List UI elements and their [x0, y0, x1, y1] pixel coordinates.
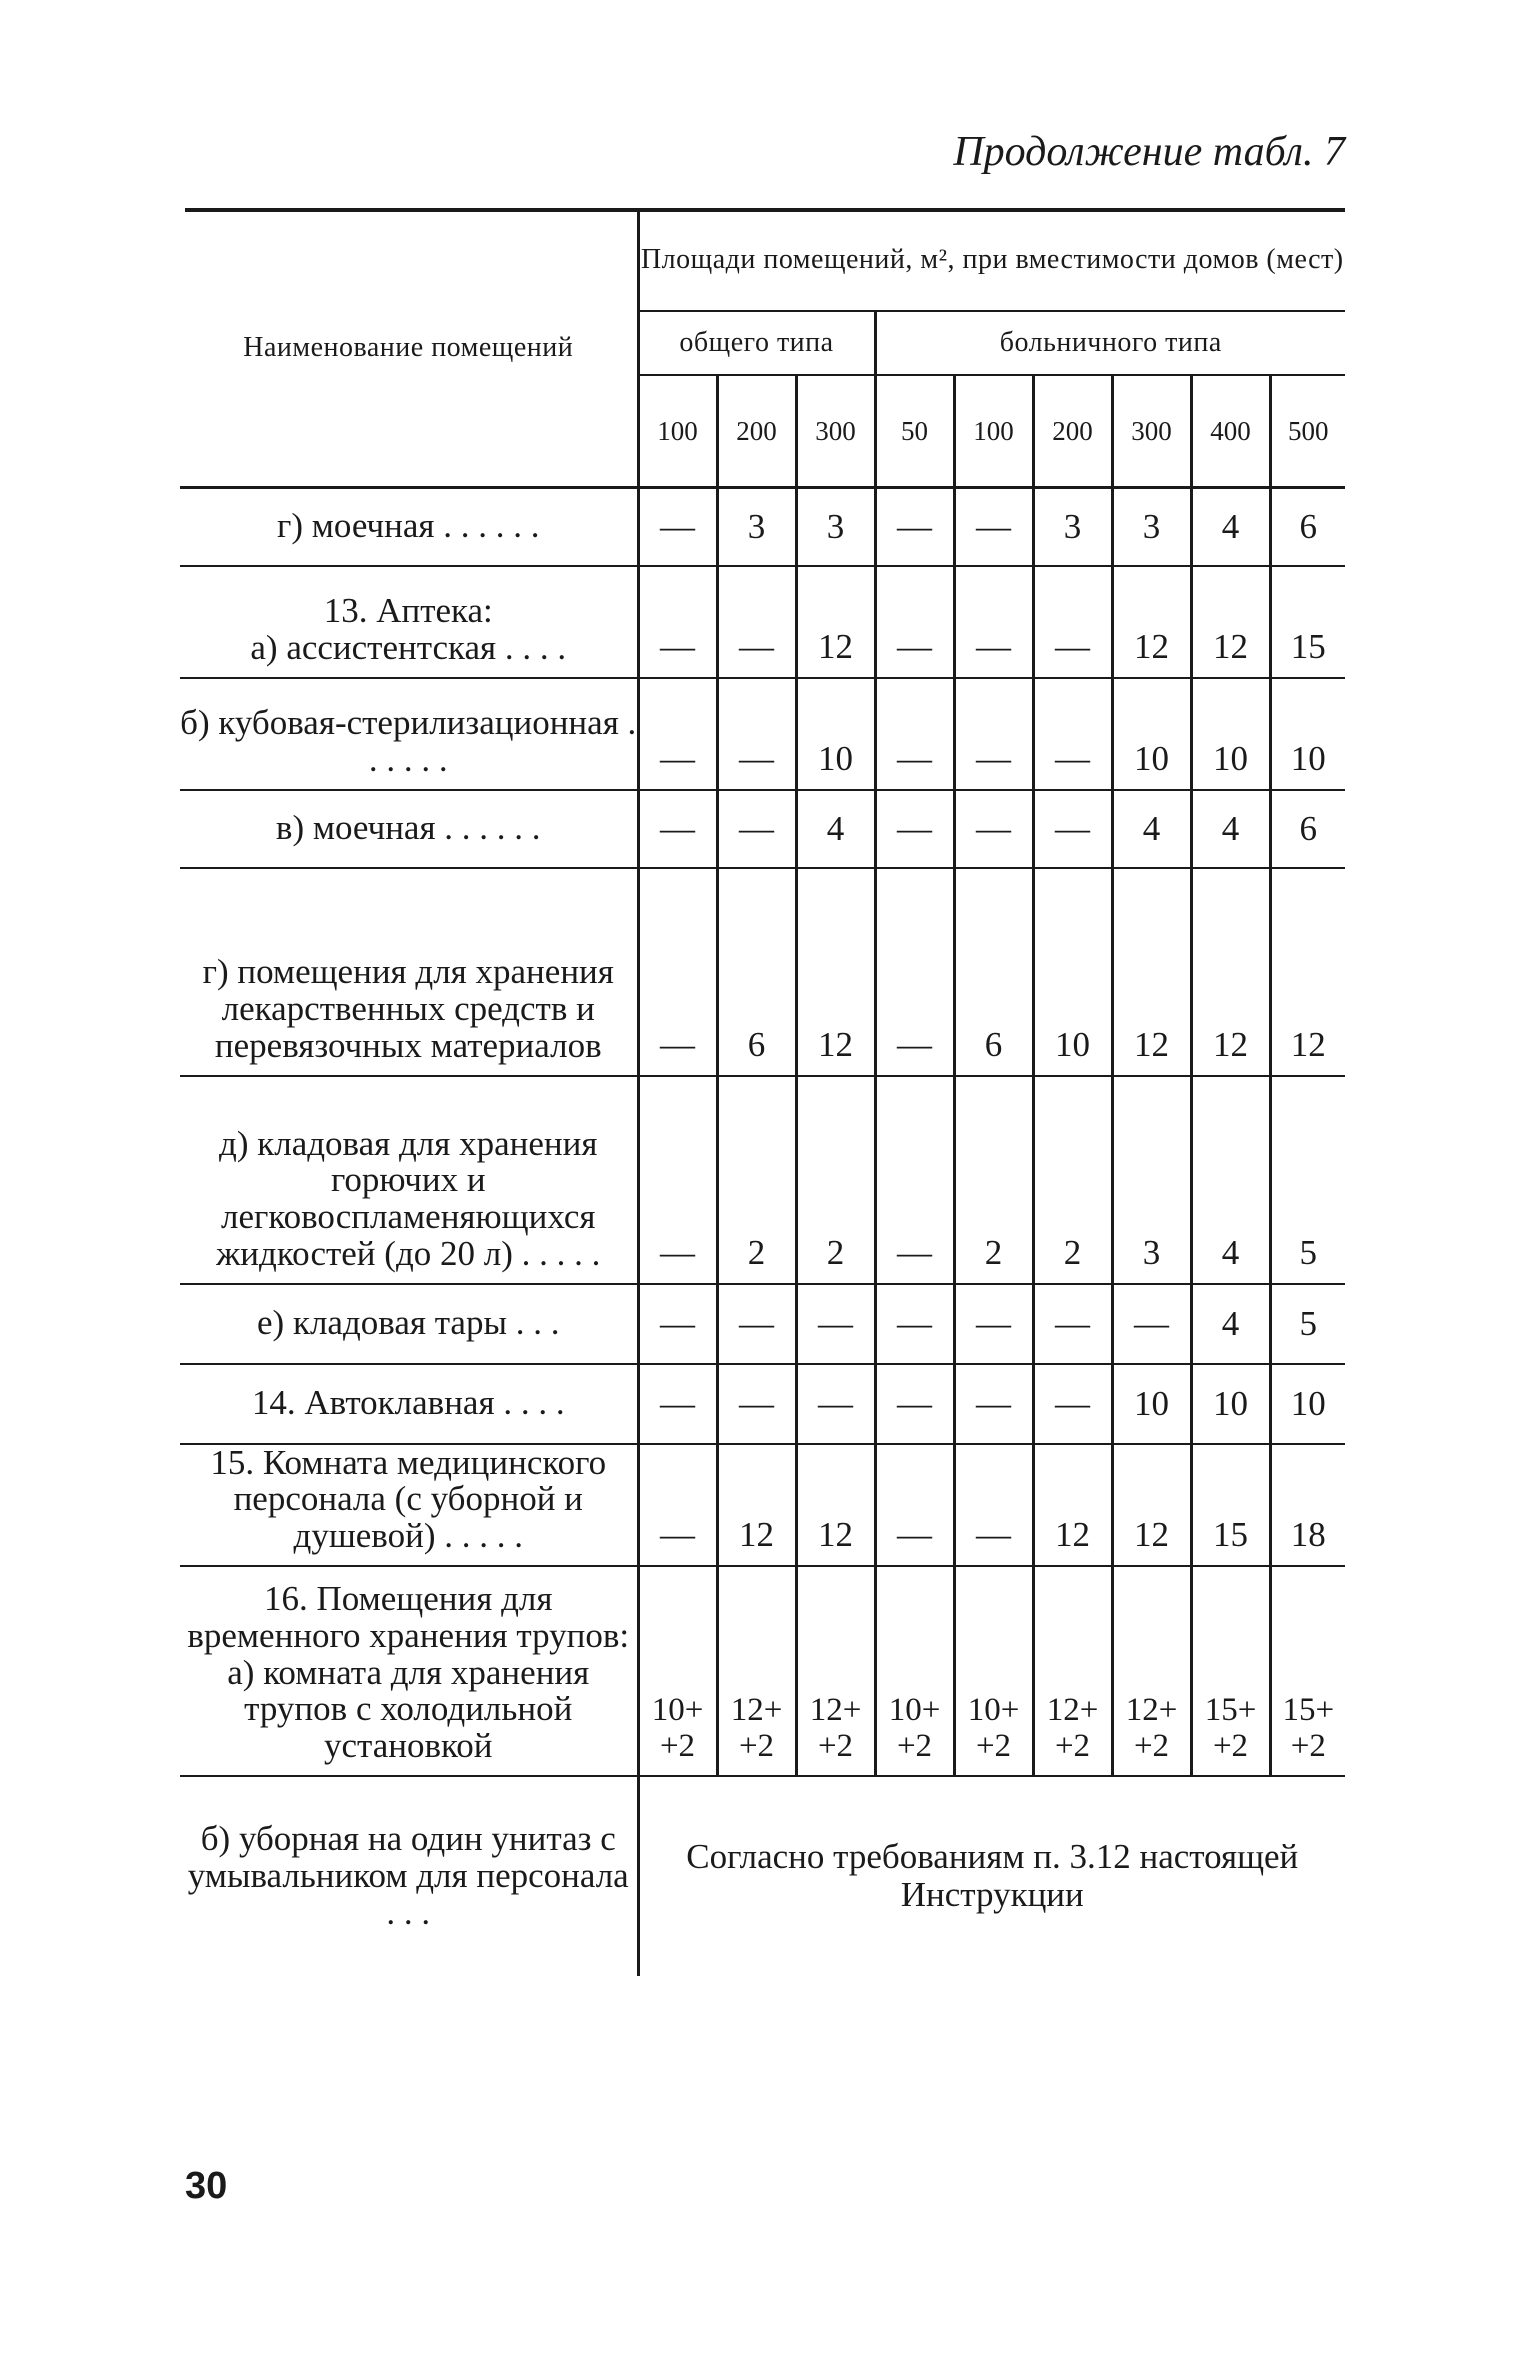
room-name: е) кладовая тары . . .	[180, 1284, 638, 1364]
area-value-cell: 12	[1191, 566, 1270, 678]
area-value-cell: 6	[1270, 790, 1345, 868]
area-value-cell: —	[954, 566, 1033, 678]
room-name: б) кубовая-стерилизационная . . . . . .	[180, 678, 638, 790]
area-value-cell: —	[638, 1444, 717, 1566]
room-name: г) помещения для хранения лекарственных средств и перевязочных материалов	[180, 868, 638, 1076]
area-value-cell: 18	[1270, 1444, 1345, 1566]
area-value-cell: —	[875, 488, 954, 566]
capacity-header: 200	[717, 375, 796, 488]
area-value-cell: 10	[796, 678, 875, 790]
area-value-cell: 10	[1191, 1364, 1270, 1444]
area-value-cell: —	[875, 790, 954, 868]
room-name: 14. Автоклавная . . . .	[180, 1364, 638, 1444]
group-header-general: общего типа	[638, 311, 875, 375]
area-header: Площади помещений, м², при вместимости домов (мест)	[638, 210, 1345, 311]
area-value-cell: —	[638, 1284, 717, 1364]
area-value-cell: 10+ +2	[954, 1566, 1033, 1776]
area-value-cell: 10	[1112, 1364, 1191, 1444]
area-value-cell: 5	[1270, 1284, 1345, 1364]
area-value-cell: 15+ +2	[1191, 1566, 1270, 1776]
room-name: 15. Комната медицинского персонала (с уборной и душевой) . . . . .	[180, 1444, 638, 1566]
area-value-cell: —	[638, 678, 717, 790]
table-row	[180, 488, 1345, 566]
area-value-cell: 4	[796, 790, 875, 868]
area-value-cell: 12+ +2	[717, 1566, 796, 1776]
area-value-cell: 10	[1112, 678, 1191, 790]
table-row	[180, 1284, 1345, 1364]
area-value-cell: 5	[1270, 1076, 1345, 1284]
area-value-cell: 12	[796, 868, 875, 1076]
table-row	[180, 1364, 1345, 1444]
area-value-cell: 10+ +2	[875, 1566, 954, 1776]
area-value-cell: —	[638, 1364, 717, 1444]
area-value-cell: 12	[717, 1444, 796, 1566]
capacity-header: 100	[638, 375, 717, 488]
area-value-cell: 12	[1270, 868, 1345, 1076]
area-value-cell: 12+ +2	[1112, 1566, 1191, 1776]
area-value-cell: —	[1033, 1284, 1112, 1364]
area-value-cell: 12+ +2	[1033, 1566, 1112, 1776]
group-header-hospital: больничного типа	[875, 311, 1345, 375]
area-value-cell: —	[638, 1076, 717, 1284]
area-value-cell: 12	[796, 1444, 875, 1566]
table-body	[180, 488, 1345, 1976]
area-value-cell: —	[638, 790, 717, 868]
capacity-header: 400	[1191, 375, 1270, 488]
area-value-cell: 15	[1191, 1444, 1270, 1566]
area-value-cell: —	[954, 678, 1033, 790]
area-value-cell: —	[638, 488, 717, 566]
room-name: в) моечная . . . . . .	[180, 790, 638, 868]
area-value-cell: —	[954, 1444, 1033, 1566]
area-value-cell: —	[875, 1076, 954, 1284]
area-value-cell: 2	[796, 1076, 875, 1284]
area-value-cell: —	[1033, 790, 1112, 868]
capacity-header: 300	[796, 375, 875, 488]
table-continuation-caption: Продолжение табл. 7	[953, 129, 1345, 175]
capacity-header: 50	[875, 375, 954, 488]
area-value-cell: —	[954, 1364, 1033, 1444]
area-value-cell: —	[875, 1444, 954, 1566]
area-value-cell: —	[1112, 1284, 1191, 1364]
area-value-cell: 6	[717, 868, 796, 1076]
area-value-cell: 2	[717, 1076, 796, 1284]
area-value-cell: —	[1033, 566, 1112, 678]
area-value-cell: —	[875, 566, 954, 678]
table-row	[180, 566, 1345, 678]
area-value-cell: 10	[1033, 868, 1112, 1076]
area-value-cell: 12	[1112, 566, 1191, 678]
area-value-cell: 12	[1112, 868, 1191, 1076]
area-value-cell: 3	[717, 488, 796, 566]
area-value-cell: 10+ +2	[638, 1566, 717, 1776]
area-value-cell: 6	[954, 868, 1033, 1076]
room-name: д) кладовая для хранения горючих и легковоспламеняющихся жидкостей (до 20 л) . . . . .	[180, 1076, 638, 1284]
area-value-cell: —	[1033, 1364, 1112, 1444]
area-value-cell: 15+ +2	[1270, 1566, 1345, 1776]
area-value-cell: —	[717, 1364, 796, 1444]
area-value-cell: —	[954, 790, 1033, 868]
area-value-cell: 4	[1191, 1076, 1270, 1284]
area-value-cell: 4	[1191, 790, 1270, 868]
table-row	[180, 1076, 1345, 1284]
capacity-header: 200	[1033, 375, 1112, 488]
rooms-area-table	[180, 210, 1345, 1976]
table-row	[180, 1776, 1345, 1976]
area-value-cell: 3	[1033, 488, 1112, 566]
area-value-cell: 12	[796, 566, 875, 678]
capacity-header: 300	[1112, 375, 1191, 488]
area-value-cell: —	[875, 868, 954, 1076]
table-row	[180, 790, 1345, 868]
area-value-cell: —	[717, 566, 796, 678]
capacity-header: 500	[1270, 375, 1345, 488]
room-name: 13. Аптека: а) ассистентская . . . .	[180, 566, 638, 678]
merged-requirement-note: Согласно требованиям п. 3.12 настоящей Инструкции	[638, 1776, 1345, 1976]
area-value-cell: 3	[1112, 1076, 1191, 1284]
room-name: г) моечная . . . . . .	[180, 488, 638, 566]
area-value-cell: 10	[1191, 678, 1270, 790]
area-value-cell: —	[796, 1364, 875, 1444]
name-column-header: Наименование помещений	[180, 210, 638, 488]
area-value-cell: 15	[1270, 566, 1345, 678]
area-value-cell: —	[875, 1284, 954, 1364]
area-value-cell: —	[796, 1284, 875, 1364]
area-value-cell: 12	[1191, 868, 1270, 1076]
area-value-cell: —	[954, 1284, 1033, 1364]
area-value-cell: 10	[1270, 678, 1345, 790]
area-value-cell: —	[875, 1364, 954, 1444]
area-value-cell: —	[717, 1284, 796, 1364]
area-value-cell: 3	[796, 488, 875, 566]
table-row	[180, 868, 1345, 1076]
area-value-cell: 12	[1033, 1444, 1112, 1566]
area-value-cell: 4	[1191, 1284, 1270, 1364]
area-value-cell: —	[638, 868, 717, 1076]
page-number: 30	[185, 2165, 228, 2207]
area-value-cell: 12	[1112, 1444, 1191, 1566]
table-row	[180, 1566, 1345, 1776]
area-value-cell: 4	[1191, 488, 1270, 566]
area-value-cell: —	[638, 566, 717, 678]
table-row	[180, 678, 1345, 790]
area-value-cell: —	[717, 678, 796, 790]
area-value-cell: 6	[1270, 488, 1345, 566]
area-value-cell: —	[717, 790, 796, 868]
area-value-cell: —	[954, 488, 1033, 566]
area-value-cell: 3	[1112, 488, 1191, 566]
capacity-header: 100	[954, 375, 1033, 488]
room-name: б) уборная на один унитаз с умывальником для персонала . . .	[187, 1819, 629, 1932]
table-row	[180, 1444, 1345, 1566]
area-value-cell: 2	[1033, 1076, 1112, 1284]
room-name: 16. Помещения для временного хранения трупов: а) комната для хранения трупов с холодильной установкой	[180, 1566, 638, 1776]
area-value-cell: 4	[1112, 790, 1191, 868]
area-value-cell: —	[1033, 678, 1112, 790]
area-value-cell: 10	[1270, 1364, 1345, 1444]
area-value-cell: 2	[954, 1076, 1033, 1284]
area-value-cell: 12+ +2	[796, 1566, 875, 1776]
area-value-cell: —	[875, 678, 954, 790]
